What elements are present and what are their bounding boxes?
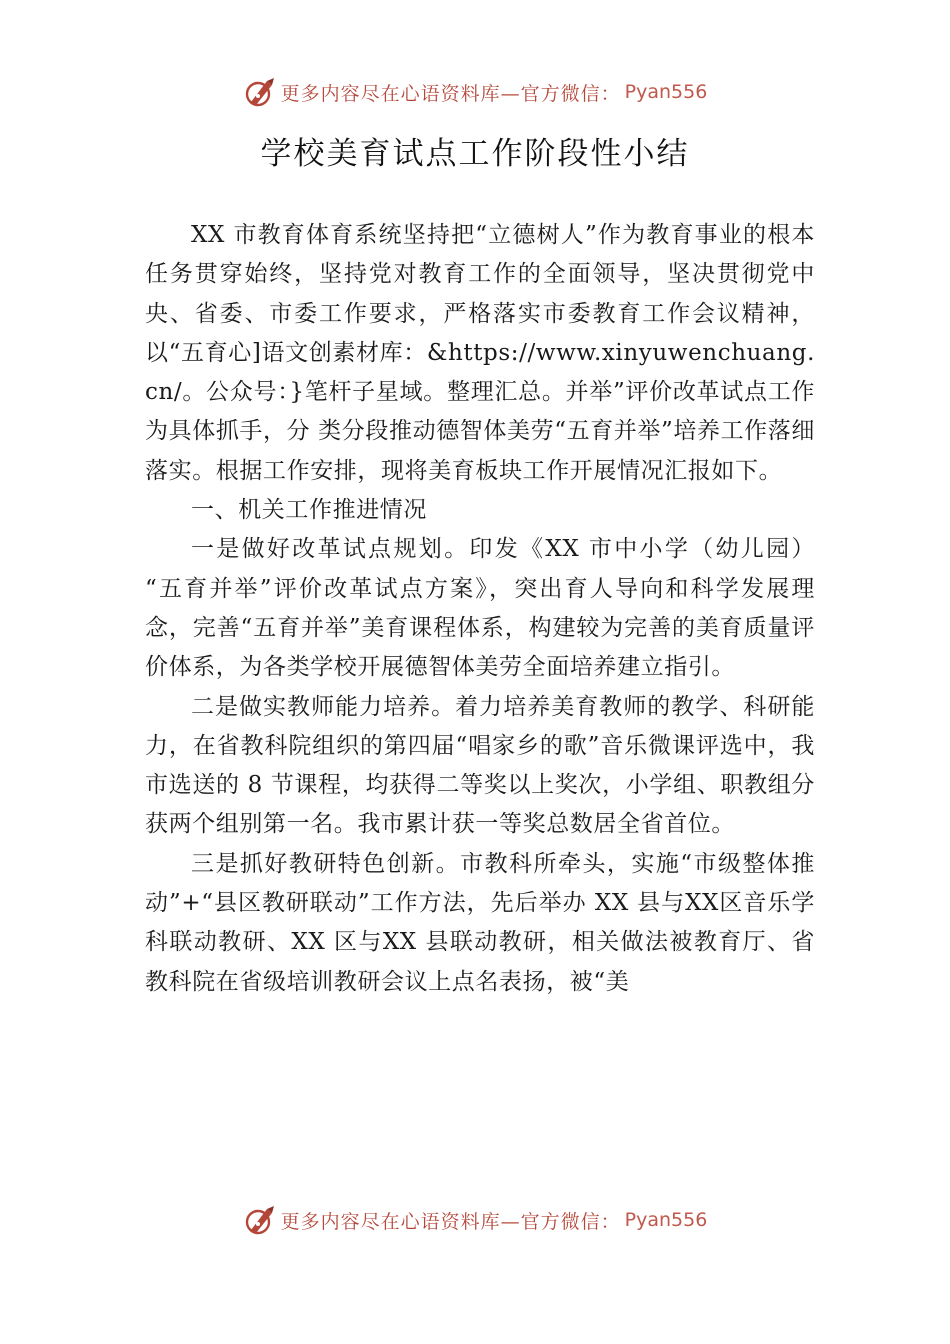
header-watermark-banner bbox=[0, 72, 950, 112]
banner-text: 更多内容尽在心语资料库—官方微信： bbox=[280, 1210, 621, 1233]
document-body bbox=[145, 216, 815, 1002]
pen-nib-logo-icon bbox=[243, 75, 277, 109]
banner-text: 更多内容尽在心语资料库—官方微信： bbox=[280, 82, 621, 105]
section-heading: 一、机关工作推进情况 bbox=[191, 497, 427, 524]
pen-nib-logo-icon bbox=[243, 1203, 277, 1237]
paragraph-intro: XX 市教育体育系统坚持把“立德树人”作为教育事业的根本任务贯穿始终，坚持党对教育工作的全面领导，坚决贯彻党中央、省委、市委工作要求，严格落实市委教育工作会议精神，以“五育心]语文创素材库：&https://www.xinyuwenchuang.cn/。公众号：}笔杆子星域。整理汇总。并举”评价改革试点工作为具体抓手，分 类分段推动德智体美劳“五育并举”培养工作落细落实。根据工作安排，现将美育板块工作开展情况汇报如下。 bbox=[145, 222, 815, 484]
paragraph-item-1: 一是做好改革试点规划。印发《XX 市中小学（幼儿园） “五育并举”评价改革试点方案》，突出育人导向和科学发展理念，完善“五育并举”美育课程体系，构建较为完善的美育质量评价体系，为各类学校开展德智体美劳全面培养建立指引。 bbox=[145, 536, 815, 681]
paragraph-item-2: 二是做实教师能力培养。着力培养美育教师的教学、科研能力，在省教科院组织的第四届“唱家乡的歌”音乐微课评选中，我市选送的 8 节课程，均获得二等奖以上奖次，小学组、职教组分获两个组别第一名。我市累计获一等奖总数居全省首位。 bbox=[145, 693, 815, 838]
footer-watermark-banner bbox=[0, 1200, 950, 1240]
banner-wechat-id: Pyan556 bbox=[624, 81, 708, 103]
document-title: 学校美育试点工作阶段性小结 bbox=[260, 136, 690, 172]
banner-wechat-id: Pyan556 bbox=[624, 1209, 708, 1231]
paragraph-item-3: 三是抓好教研特色创新。市教科所牵头，实施“市级整体推动”+“县区教研联动”工作方法，先后举办 XX 县与XX区音乐学科联动教研、XX 区与XX 县联动教研，相关做法被教育厅、省教科院在省级培训教研会议上点名表扬，被“美 bbox=[145, 850, 815, 995]
